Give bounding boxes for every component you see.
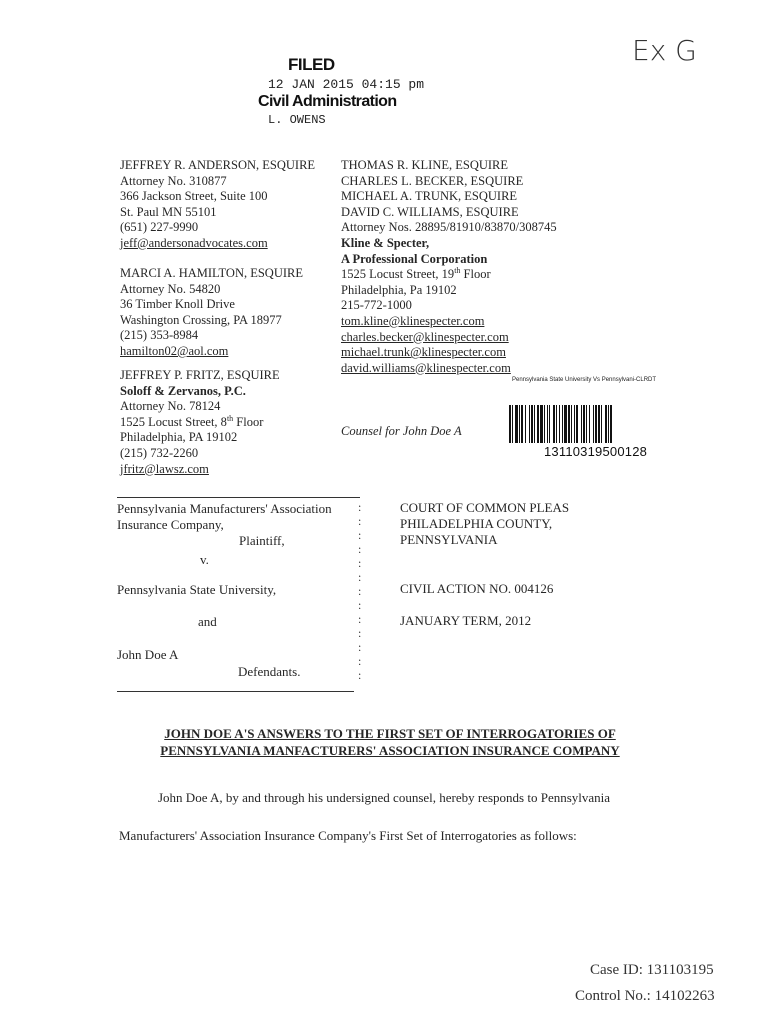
attorney-block-hamilton [120, 266, 303, 360]
control-number: Control No.: 14102263 [575, 988, 715, 1004]
firm-name: Soloff & Zervanos, P.C. [120, 383, 246, 398]
court-block [400, 500, 569, 548]
attorney-name: MARCI A. HAMILTON, ESQUIRE [120, 266, 304, 280]
barcode-number: 13110319500128 [544, 444, 648, 459]
exhibit-mark: Ex G [632, 34, 697, 67]
filing-stamp [258, 55, 424, 127]
defendant-1: Pennsylvania State University, [117, 582, 277, 597]
attorney-name: DAVID C. WILLIAMS, ESQUIRE [341, 204, 519, 219]
attorney-email-link[interactable]: michael.trunk@klinespecter.com [341, 345, 506, 360]
attorney-name: MICHAEL A. TRUNK, ESQUIRE [341, 189, 518, 204]
firm-name: Kline & Specter, [341, 235, 430, 250]
attorney-numbers: Attorney Nos. 28895/81910/83870/308745 [341, 220, 557, 235]
filed-date: 12 JAN 2015 04:15 pm [268, 77, 425, 92]
attorney-address: 366 Jackson Street, Suite 100 [120, 189, 268, 204]
document-title-line1: JOHN DOE A'S ANSWERS TO THE FIRST SET OF INTERROGATORIES OF [164, 726, 616, 741]
versus: v. [200, 552, 209, 567]
attorney-city: St. Paul MN 55101 [120, 204, 217, 219]
attorney-email-link[interactable]: charles.becker@klinespecter.com [341, 329, 509, 344]
firm-city: Philadelphia, Pa 19102 [341, 282, 457, 297]
attorney-email-link[interactable]: tom.kline@klinespecter.com [341, 313, 485, 328]
barcode-image [509, 405, 679, 443]
caption-bottom-rule [117, 691, 354, 692]
court-name: COURT OF COMMON PLEAS [400, 500, 570, 515]
attorney-phone: (215) 353-8984 [120, 328, 199, 343]
attorney-phone: (215) 732-2260 [120, 445, 199, 460]
document-title [140, 725, 640, 759]
firm-type: A Professional Corporation [341, 251, 488, 266]
attorney-name: THOMAS R. KLINE, ESQUIRE [341, 158, 509, 172]
term: JANUARY TERM, 2012 [400, 613, 532, 628]
attorney-number: Attorney No. 78124 [120, 399, 221, 414]
plaintiff-name-line2: Insurance Company, [117, 517, 224, 532]
firm-phone: 215-772-1000 [341, 298, 412, 313]
attorney-block-anderson [120, 158, 315, 252]
caption-parties [117, 501, 332, 568]
barcode-caption: Pennsylvania State University Vs Pennsylvani-CLRDT [512, 377, 657, 383]
plaintiff-name-line1: Pennsylvania Manufacturers' Association [117, 501, 332, 516]
filing-clerk: L. OWENS [268, 113, 326, 127]
counsel-for-label: Counsel for John Doe A [341, 424, 462, 438]
attorney-name: CHARLES L. BECKER, ESQUIRE [341, 173, 524, 188]
civil-action-number: CIVIL ACTION NO. 004126 [400, 581, 554, 596]
attorney-number: Attorney No. 54820 [120, 281, 221, 296]
defendants-role: Defendants. [238, 664, 301, 679]
document-title-line2: PENNSYLVANIA MANFACTURERS' ASSOCIATION INSURANCE COMPANY [160, 743, 620, 758]
body-line-2: Manufacturers' Association Insurance Company's First Set of Interrogatories as follows: [119, 828, 577, 843]
attorney-city: Philadelphia, PA 19102 [120, 430, 238, 445]
attorney-address: 36 Timber Knoll Drive [120, 297, 235, 312]
filed-label: FILED [288, 55, 335, 74]
firm-address: 1525 Locust Street, 19th Floor [341, 266, 491, 282]
court-county: PHILADELPHIA COUNTY, [400, 516, 553, 531]
attorney-block-kline-specter [341, 158, 557, 376]
attorney-email-link[interactable]: david.williams@klinespecter.com [341, 360, 511, 375]
attorney-number: Attorney No. 310877 [120, 173, 227, 188]
court-state: PENNSYLVANIA [400, 532, 498, 547]
case-id: Case ID: 131103195 [590, 962, 714, 978]
attorney-name: JEFFREY P. FRITZ, ESQUIRE [120, 368, 280, 382]
attorney-email-link[interactable]: jfritz@lawsz.com [120, 461, 209, 476]
attorney-name: JEFFREY R. ANDERSON, ESQUIRE [120, 158, 316, 172]
attorney-block-fritz [120, 368, 280, 477]
filing-office: Civil Administration [258, 93, 397, 110]
attorney-address: 1525 Locust Street, 8th Floor [120, 413, 264, 429]
attorney-city: Washington Crossing, PA 18977 [120, 312, 282, 327]
caption-colon-column: : : : : : : : : : : : : : [358, 500, 362, 682]
caption-and: and [198, 614, 217, 629]
attorney-email-link[interactable]: hamilton02@aol.com [120, 343, 229, 358]
attorney-phone: (651) 227-9990 [120, 220, 199, 235]
plaintiff-role: Plaintiff, [239, 533, 285, 548]
caption-top-rule [117, 497, 360, 498]
body-line-1: John Doe A, by and through his undersigned counsel, hereby responds to Pennsylvania [158, 790, 611, 805]
defendant-2: John Doe A [117, 647, 179, 662]
attorney-email-link[interactable]: jeff@andersonadvocates.com [120, 235, 268, 250]
